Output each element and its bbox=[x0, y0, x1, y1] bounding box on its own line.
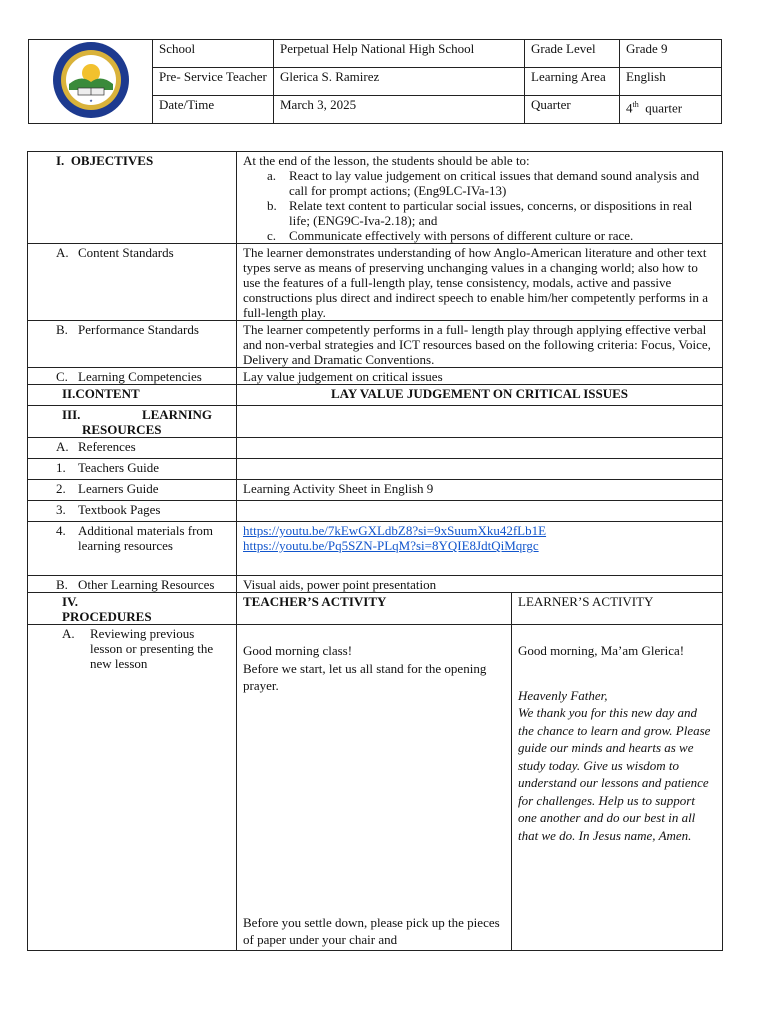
teacher-prayer-instruction: Before we start, let us all stand for the opening prayer. bbox=[243, 660, 487, 693]
procedures-heading: PROCEDURES bbox=[62, 609, 152, 624]
learners-guide-value: Learning Activity Sheet in English 9 bbox=[237, 480, 723, 501]
video-link-2[interactable]: https://youtu.be/Pq5SZN-PLqM?si=8YQIE8JdtQiMqrgc bbox=[243, 538, 539, 553]
objectives-row: I. OBJECTIVES At the end of the lesson, the students should be able to: a. React to lay value judgement on critical issues that demand sound analysis and call for prompt actions; (Eng9LC-IVa-13) b. Relate text content to particular social issues, concerns, or dispositions in real life; (ENG9C-Iva-2.18); and c. Communicate effectively with persons of different culture or race. bbox=[28, 152, 723, 244]
content-standards-text: The learner demonstrates understanding of how Anglo-American literature and other text types serve as means of preserving unchanging values in a changing world; also how to use the features of a full-length play, tense consistency, modals, active and passive constructions plus direct and indirect speech to enable him/her competently performs in a full-length play. bbox=[237, 244, 723, 321]
resources-heading: LEARNING bbox=[141, 407, 213, 422]
procedures-header-row: IV. PROCEDURES TEACHER’S ACTIVITY LEARNER’S ACTIVITY bbox=[28, 593, 723, 625]
learner-activity-header: LEARNER’S ACTIVITY bbox=[512, 593, 723, 625]
list-item: a. React to lay value judgement on critical issues that demand sound analysis and call for prompt actions; (Eng9LC-IVa-13) bbox=[267, 168, 700, 198]
content-standards-row: A. Content Standards The learner demonstrates understanding of how Anglo-American literature and other text types serve as means of preserving unchanging values in a changing world; also how to use the features of a full-length play, tense consistency, modals, active and passive constructions plus direct and indirect speech to enable him/her competently performs in a full-length play. bbox=[28, 244, 723, 321]
learners-guide-row: 2. Learners Guide Learning Activity Sheet in English 9 bbox=[28, 480, 723, 501]
other-resources-row: B. Other Learning Resources Visual aids, power point presentation bbox=[28, 576, 723, 593]
teacher-activity-header: TEACHER’S ACTIVITY bbox=[237, 593, 512, 625]
other-resources-value: Visual aids, power point presentation bbox=[237, 576, 723, 593]
content-standards-label: Content Standards bbox=[78, 245, 174, 260]
references-row: A. References bbox=[28, 438, 723, 459]
opening-prayer-text: Heavenly Father, We thank you for this new day and the chance to learn and grow. Please guide our minds and hearts as we study today. Give us wisdom to understand our lessons and patience for challenges. Help us to support one another and do our best in all that we do. In Jesus name, Amen. bbox=[518, 687, 711, 843]
step-a-label: Reviewing previous lesson or presenting the new lesson bbox=[90, 626, 214, 671]
teacher-activity-cell bbox=[237, 625, 512, 951]
resources-row: III. LEARNING RESOURCES bbox=[28, 406, 723, 438]
grade-label: Grade Level bbox=[525, 40, 620, 68]
video-link-1[interactable]: https://youtu.be/7kEwGXLdbZ8?si=9xSuumXku42fLb1E bbox=[243, 523, 547, 538]
school-seal-logo-icon bbox=[51, 40, 131, 120]
content-topic: LAY VALUE JUDGEMENT ON CRITICAL ISSUES bbox=[237, 385, 723, 406]
content-heading: CONTENT bbox=[75, 386, 140, 401]
logo-cell bbox=[29, 40, 153, 124]
grade-value: Grade 9 bbox=[620, 40, 722, 68]
objectives-heading: OBJECTIVES bbox=[70, 153, 154, 168]
school-value: Perpetual Help National High School bbox=[274, 40, 525, 68]
list-item: b. Relate text content to particular social issues, concerns, or dispositions in real life; (ENG9C-Iva-2.18); and bbox=[267, 198, 693, 228]
list-item: c. Communicate effectively with persons of different culture or race. bbox=[267, 228, 634, 243]
school-label: School bbox=[153, 40, 274, 68]
teacher-cleanup-instruction: Before you settle down, please pick up the pieces of paper under your chair and bbox=[243, 914, 500, 947]
date-value: March 3, 2025 bbox=[274, 96, 525, 124]
teacher-value: Glerica S. Ramirez bbox=[274, 68, 525, 96]
quarter-value: 4th quarter bbox=[620, 96, 722, 124]
competencies-label: Learning Competencies bbox=[78, 369, 202, 384]
content-row: II.CONTENT LAY VALUE JUDGEMENT ON CRITICAL ISSUES bbox=[28, 385, 723, 406]
competencies-text: Lay value judgement on critical issues bbox=[237, 368, 723, 385]
date-label: Date/Time bbox=[153, 96, 274, 124]
competencies-row: C. Learning Competencies Lay value judgement on critical issues bbox=[28, 368, 723, 385]
additional-materials-row: 4. Additional materials from learning resources https://youtu.be/7kEwGXLdbZ8?si=9xSuumXku42fLb1E https://youtu.be/Pq5SZN-PLqM?si=8YQIE8JdtQiMqrgc bbox=[28, 522, 723, 576]
textbook-row: 3. Textbook Pages bbox=[28, 501, 723, 522]
learner-activity-cell bbox=[512, 625, 723, 951]
objectives-list bbox=[243, 168, 716, 243]
performance-standards-label: Performance Standards bbox=[78, 322, 199, 337]
performance-standards-text: The learner competently performs in a full- length play through applying effective verbal and non-verbal strategies and ICT resources based on the following criteria: Focus, Voice, Delivery and Dramatic Conventions. bbox=[237, 321, 723, 368]
teacher-greeting: Good morning class! bbox=[243, 643, 353, 658]
svg-text:★: ★ bbox=[88, 98, 93, 103]
performance-standards-row: B. Performance Standards The learner competently performs in a full- length play through applying effective verbal and non-verbal strategies and ICT resources based on the following criteria: Focus, Voice, Delivery and Dramatic Conventions. bbox=[28, 321, 723, 368]
header-table bbox=[28, 39, 722, 124]
objectives-intro: At the end of the lesson, the students should be able to: bbox=[243, 153, 530, 168]
lesson-plan-table bbox=[27, 151, 723, 951]
area-label: Learning Area bbox=[525, 68, 620, 96]
learner-greeting: Good morning, Ma’am Glerica! bbox=[518, 643, 685, 658]
procedure-step-a-row: A. Reviewing previous lesson or presenting the new lesson Good morning class! Before we start, let us all stand for the opening prayer. Before you settle down, please pick up the pieces of paper under your chair and Good morning, Ma’am Glerica! Heavenly Father, We thank you for this new day and the chance to learn and grow. Please guide our minds and hearts as we study today. Give us wisdom to understand our lessons and patience for challenges. Help us to support one another and do our best in all that we do. In Jesus name, Amen. bbox=[28, 625, 723, 951]
quarter-label: Quarter bbox=[525, 96, 620, 124]
teachers-guide-row: 1. Teachers Guide bbox=[28, 459, 723, 480]
area-value: English bbox=[620, 68, 722, 96]
teacher-label: Pre- Service Teacher bbox=[153, 68, 274, 96]
